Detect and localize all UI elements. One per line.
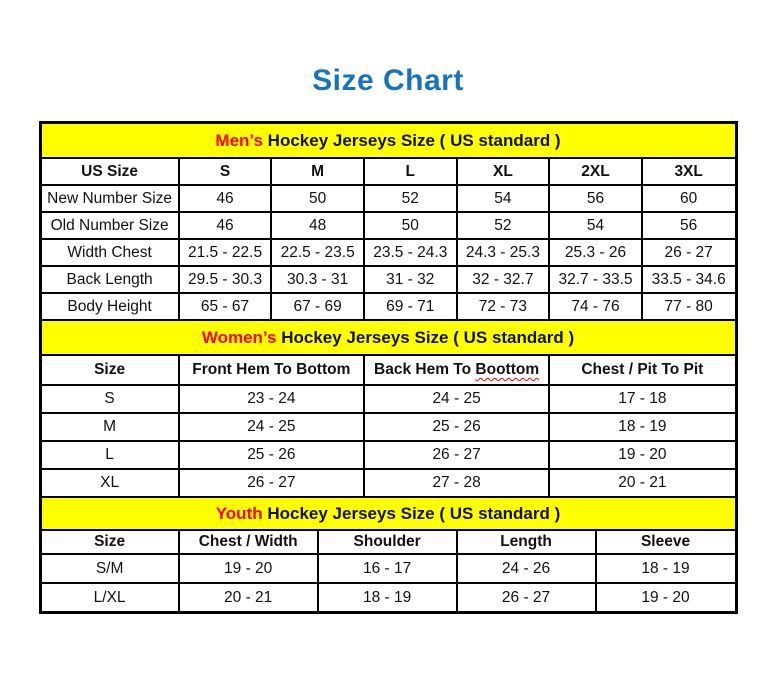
size-value-cell: 52	[364, 185, 457, 212]
youth-col-sleeve: Sleeve	[596, 530, 735, 554]
size-label: L	[42, 441, 179, 469]
table-row	[42, 413, 735, 441]
mens-heading-highlight: Men’s	[215, 130, 263, 150]
womens-size-table	[42, 321, 735, 498]
back-hem-label-prefix: Back Hem To	[374, 361, 476, 378]
row-label: Body Height	[42, 293, 179, 320]
size-value-cell: 50	[364, 212, 457, 239]
size-label: S	[42, 385, 179, 413]
page-title: Size Chart	[312, 64, 464, 97]
table-row	[42, 212, 735, 239]
size-value-cell: 54	[549, 212, 642, 239]
size-value-cell: 32 - 32.7	[457, 266, 550, 293]
table-row	[42, 385, 735, 413]
mens-col-l: L	[364, 158, 457, 185]
youth-section-heading	[42, 498, 735, 530]
mens-size-table	[42, 124, 735, 321]
table-row	[42, 239, 735, 266]
size-value-cell: 77 - 80	[642, 293, 735, 320]
row-label: Back Length	[42, 266, 179, 293]
row-label: New Number Size	[42, 185, 179, 212]
size-value-cell: 56	[642, 212, 735, 239]
youth-col-shoulder: Shoulder	[318, 530, 457, 554]
mens-col-xl: XL	[457, 158, 550, 185]
size-value-cell: 33.5 - 34.6	[642, 266, 735, 293]
size-value-cell: 30.3 - 31	[271, 266, 364, 293]
size-value-cell: 26 - 27	[457, 583, 596, 611]
womens-col-size: Size	[42, 355, 179, 385]
size-value-cell: 27 - 28	[364, 469, 549, 497]
size-value-cell: 18 - 19	[318, 583, 457, 611]
size-value-cell: 65 - 67	[179, 293, 272, 320]
youth-heading-highlight: Youth	[215, 503, 263, 523]
mens-col-s: S	[179, 158, 272, 185]
size-value-cell: 67 - 69	[271, 293, 364, 320]
size-value-cell: 26 - 27	[179, 469, 364, 497]
size-value-cell: 25.3 - 26	[549, 239, 642, 266]
size-value-cell: 18 - 19	[596, 554, 735, 583]
size-value-cell: 52	[457, 212, 550, 239]
size-label: M	[42, 413, 179, 441]
womens-heading-highlight: Women’s	[201, 327, 277, 347]
size-value-cell: 32.7 - 33.5	[549, 266, 642, 293]
size-value-cell: 16 - 17	[318, 554, 457, 583]
womens-column-header-row	[42, 355, 735, 385]
youth-col-length: Length	[457, 530, 596, 554]
mens-section-header	[42, 124, 735, 158]
size-value-cell: 21.5 - 22.5	[179, 239, 272, 266]
size-value-cell: 23.5 - 24.3	[364, 239, 457, 266]
youth-heading-rest: Hockey Jerseys Size ( US standard )	[262, 503, 561, 523]
size-label: XL	[42, 469, 179, 497]
size-value-cell: 24 - 25	[179, 413, 364, 441]
table-row	[42, 185, 735, 212]
table-row	[42, 441, 735, 469]
womens-col-front-hem: Front Hem To Bottom	[179, 355, 364, 385]
youth-size-table	[42, 498, 735, 611]
youth-col-size: Size	[42, 530, 179, 554]
womens-section-header	[42, 321, 735, 355]
womens-col-back-hem	[364, 355, 549, 385]
size-chart-table	[39, 121, 738, 614]
table-row	[42, 266, 735, 293]
womens-heading-rest: Hockey Jerseys Size ( US standard )	[276, 327, 575, 347]
mens-col-m: M	[271, 158, 364, 185]
youth-col-chest-width: Chest / Width	[179, 530, 318, 554]
size-value-cell: 48	[271, 212, 364, 239]
size-value-cell: 25 - 26	[179, 441, 364, 469]
mens-col-3xl: 3XL	[642, 158, 735, 185]
size-label: S/M	[42, 554, 179, 583]
mens-section-heading	[42, 124, 735, 158]
youth-column-header-row	[42, 530, 735, 554]
mens-col-2xl: 2XL	[549, 158, 642, 185]
mens-column-header-row	[42, 158, 735, 185]
row-label: Old Number Size	[42, 212, 179, 239]
size-value-cell: 19 - 20	[549, 441, 734, 469]
size-value-cell: 54	[457, 185, 550, 212]
size-value-cell: 74 - 76	[549, 293, 642, 320]
size-value-cell: 24.3 - 25.3	[457, 239, 550, 266]
size-value-cell: 17 - 18	[549, 385, 734, 413]
size-value-cell: 19 - 20	[179, 554, 318, 583]
youth-section-header	[42, 498, 735, 530]
size-value-cell: 26 - 27	[642, 239, 735, 266]
size-value-cell: 69 - 71	[364, 293, 457, 320]
size-value-cell: 31 - 32	[364, 266, 457, 293]
mens-col-us-size: US Size	[42, 158, 179, 185]
size-value-cell: 18 - 19	[549, 413, 734, 441]
size-value-cell: 22.5 - 23.5	[271, 239, 364, 266]
row-label: Width Chest	[42, 239, 179, 266]
table-row	[42, 583, 735, 611]
size-value-cell: 23 - 24	[179, 385, 364, 413]
size-value-cell: 46	[179, 212, 272, 239]
size-value-cell: 26 - 27	[364, 441, 549, 469]
size-value-cell: 46	[179, 185, 272, 212]
size-value-cell: 19 - 20	[596, 583, 735, 611]
mens-heading-rest: Hockey Jerseys Size ( US standard )	[262, 130, 561, 150]
womens-col-chest: Chest / Pit To Pit	[549, 355, 734, 385]
size-value-cell: 20 - 21	[179, 583, 318, 611]
size-value-cell: 20 - 21	[549, 469, 734, 497]
table-row	[42, 469, 735, 497]
size-label: L/XL	[42, 583, 179, 611]
womens-section-heading	[42, 321, 735, 355]
table-row	[42, 293, 735, 320]
size-value-cell: 60	[642, 185, 735, 212]
size-value-cell: 50	[271, 185, 364, 212]
size-value-cell: 25 - 26	[364, 413, 549, 441]
size-value-cell: 56	[549, 185, 642, 212]
size-value-cell: 29.5 - 30.3	[179, 266, 272, 293]
size-value-cell: 72 - 73	[457, 293, 550, 320]
back-hem-misspelled-word: Boottom	[475, 361, 540, 378]
size-value-cell: 24 - 26	[457, 554, 596, 583]
table-row	[42, 554, 735, 583]
size-value-cell: 24 - 25	[364, 385, 549, 413]
